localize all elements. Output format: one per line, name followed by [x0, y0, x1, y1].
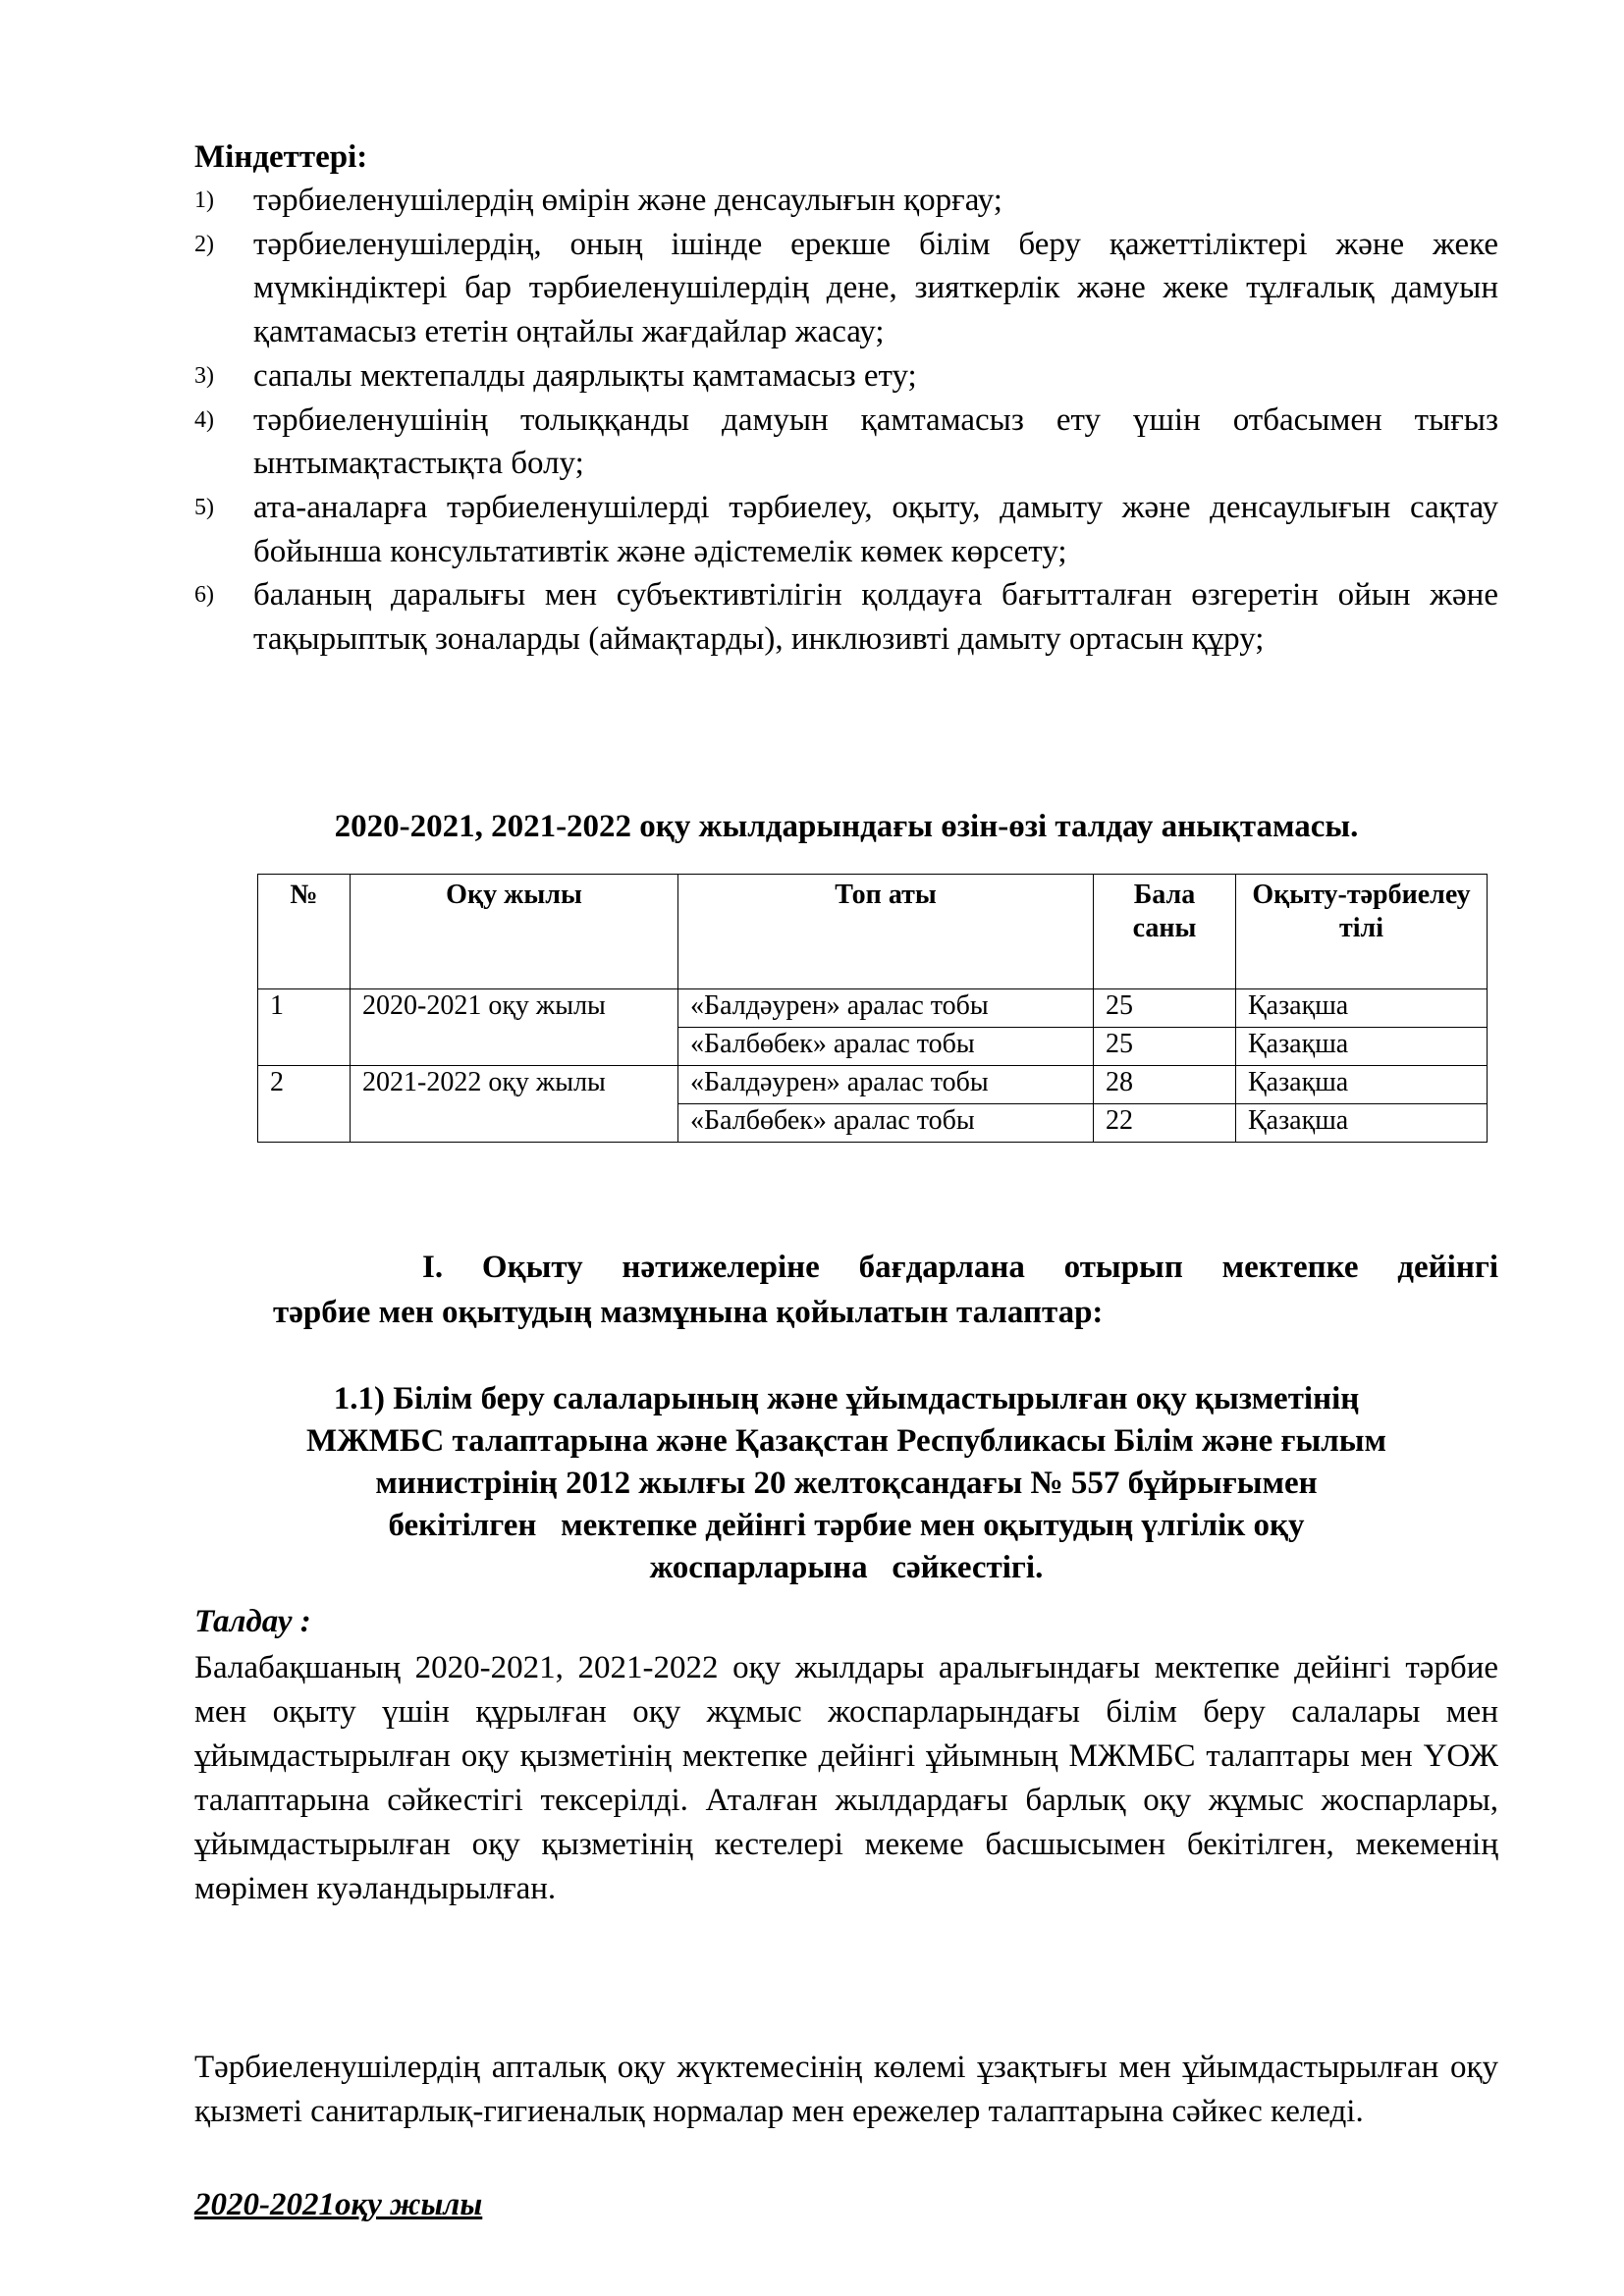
subsection-heading — [194, 1378, 1498, 1589]
list-item — [194, 354, 1498, 399]
list-item-number: 5) — [194, 494, 214, 520]
table-cell-group: «Балдәурен» аралас тобы — [678, 989, 1094, 1028]
list-item-text: ата-аналарға тәрбиеленушілерді тәрбиелеу, оқыту, дамыту және денсаулығын сақтау бойынша консультативтік және әдістемелік көмек көрсету; — [253, 489, 1498, 569]
analysis-label: Талдау : — [194, 1604, 311, 1639]
list-item-number: 6) — [194, 582, 214, 609]
list-item — [194, 573, 1498, 661]
list-item-number: 3) — [194, 362, 214, 389]
table-cell-year: 2021-2022 оқу жылы — [351, 1066, 678, 1143]
analysis-paragraph: Балабақшаның 2020-2021, 2021-2022 оқу жылдары аралығындағы мектепке дейінгі тәрбие мен оқыту үшін құрылған оқу жұмыс жоспарларындағы білім беру салалары мен ұйымдастырылған оқу қызметінің мектепке дейінгі ұйымның МЖМБС талаптары мен ҮОЖ талаптарына сәйкестігі тексерілді. Аталған жылдардағы барлық оқу жұмыс жоспарлары, ұйымдастырылған оқу қызметінің кестелері мекеме басшысымен бекітілген, мекеменің мөрімен куәландырылған. — [194, 1650, 1498, 1906]
analysis-paragraph: Тәрбиеленушілердің апталық оқу жүктемесінің көлемі ұзақтығы мен ұйымдастырылған оқу қызметі санитарлық-гигиеналық нормалар мен ережелер талаптарына сәйкес келеді. — [194, 2050, 1498, 2129]
list-item-text: баланың даралығы мен субъективтілігін қолдауға бағытталған өзгеретін ойын және тақырыптық зоналарды (аймақтарды), инклюзивті дамыту ортасын құру; — [253, 577, 1498, 658]
table-cell-language: Қазақша — [1236, 1104, 1488, 1143]
subsection-line: 1.1) Білім беру салаларының және ұйымдастырылған оқу қызметінің — [333, 1381, 1360, 1416]
table-cell-language: Қазақша — [1236, 1028, 1488, 1066]
list-item-text: тәрбиеленушілердің өмірін және денсаулығын қорғау; — [253, 183, 1002, 218]
table-cell-num: 1 — [258, 989, 351, 1066]
table-cell-children: 25 — [1094, 1028, 1236, 1066]
subsection-line: МЖМБС талаптарына және Қазақстан Республикасы Білім және ғылым — [305, 1423, 1387, 1459]
section-one-line: тәрбие мен оқытудың мазмұнына қойылатын талаптар: — [273, 1295, 1104, 1330]
subsection-line: жоспарларына сәйкестігі. — [649, 1550, 1044, 1585]
table-cell-children: 28 — [1094, 1066, 1236, 1104]
subsection-line: министрінің 2012 жылғы 20 желтоқсандағы № 557 бұйрығымен — [375, 1466, 1318, 1501]
list-item-number: 1) — [194, 187, 214, 213]
table-header-row — [258, 875, 1488, 989]
table-row — [258, 1066, 1488, 1104]
tasks-heading: Міндеттері: — [194, 139, 368, 175]
list-item — [194, 399, 1498, 486]
list-item-number: 4) — [194, 406, 214, 433]
list-item-text: сапалы мектепалды даярлықты қамтамасыз ету; — [253, 357, 917, 394]
column-header-children: Бала саны — [1094, 875, 1236, 989]
groups-table — [257, 874, 1488, 1143]
table-cell-group: «Балдәурен» аралас тобы — [678, 1066, 1094, 1104]
list-item — [194, 486, 1498, 573]
column-header-year: Оқу жылы — [351, 875, 678, 989]
list-item-text: тәрбиеленушілердің, оның ішінде ерекше білім беру қажеттіліктері және жеке мүмкіндіктері бар тәрбиеленушілердің дене, зияткерлік және жеке тұлғалық дамуын қамтамасыз ететін оңтайлы жағдайлар жасау; — [253, 226, 1498, 350]
table-cell-group: «Балбөбек» аралас тобы — [678, 1028, 1094, 1066]
table-cell-children: 25 — [1094, 989, 1236, 1028]
column-header-num: № — [258, 875, 351, 989]
table-cell-year: 2020-2021 оқу жылы — [351, 989, 678, 1066]
list-item-number: 2) — [194, 231, 214, 257]
subsection-line: бекітілген мектепке дейінгі тәрбие мен оқытудың үлгілік оқу — [388, 1508, 1305, 1543]
column-header-group: Топ аты — [678, 875, 1094, 989]
column-header-language: Оқыту-тәрбиелеу тілі — [1236, 875, 1488, 989]
list-item — [194, 179, 1498, 223]
self-analysis-title: 2020-2021, 2021-2022 оқу жылдарындағы өзін-өзі талдау анықтамасы. — [334, 809, 1359, 844]
year-heading: 2020-2021оқу жылы — [194, 2187, 483, 2222]
table-cell-language: Қазақша — [1236, 989, 1488, 1028]
table-cell-group: «Балбөбек» аралас тобы — [678, 1104, 1094, 1143]
task-list — [194, 179, 1498, 662]
section-one-line: I. Оқыту нәтижелеріне бағдарлана отырып мектепке дейінгі — [422, 1250, 1498, 1285]
table-cell-children: 22 — [1094, 1104, 1236, 1143]
list-item — [194, 223, 1498, 354]
list-item-text: тәрбиеленушінің толыққанды дамуын қамтамасыз ету үшін отбасымен тығыз ынтымақтастықта болу; — [253, 401, 1498, 482]
table-cell-language: Қазақша — [1236, 1066, 1488, 1104]
table-row — [258, 989, 1488, 1028]
table-cell-num: 2 — [258, 1066, 351, 1143]
section-one-heading — [273, 1245, 1498, 1335]
